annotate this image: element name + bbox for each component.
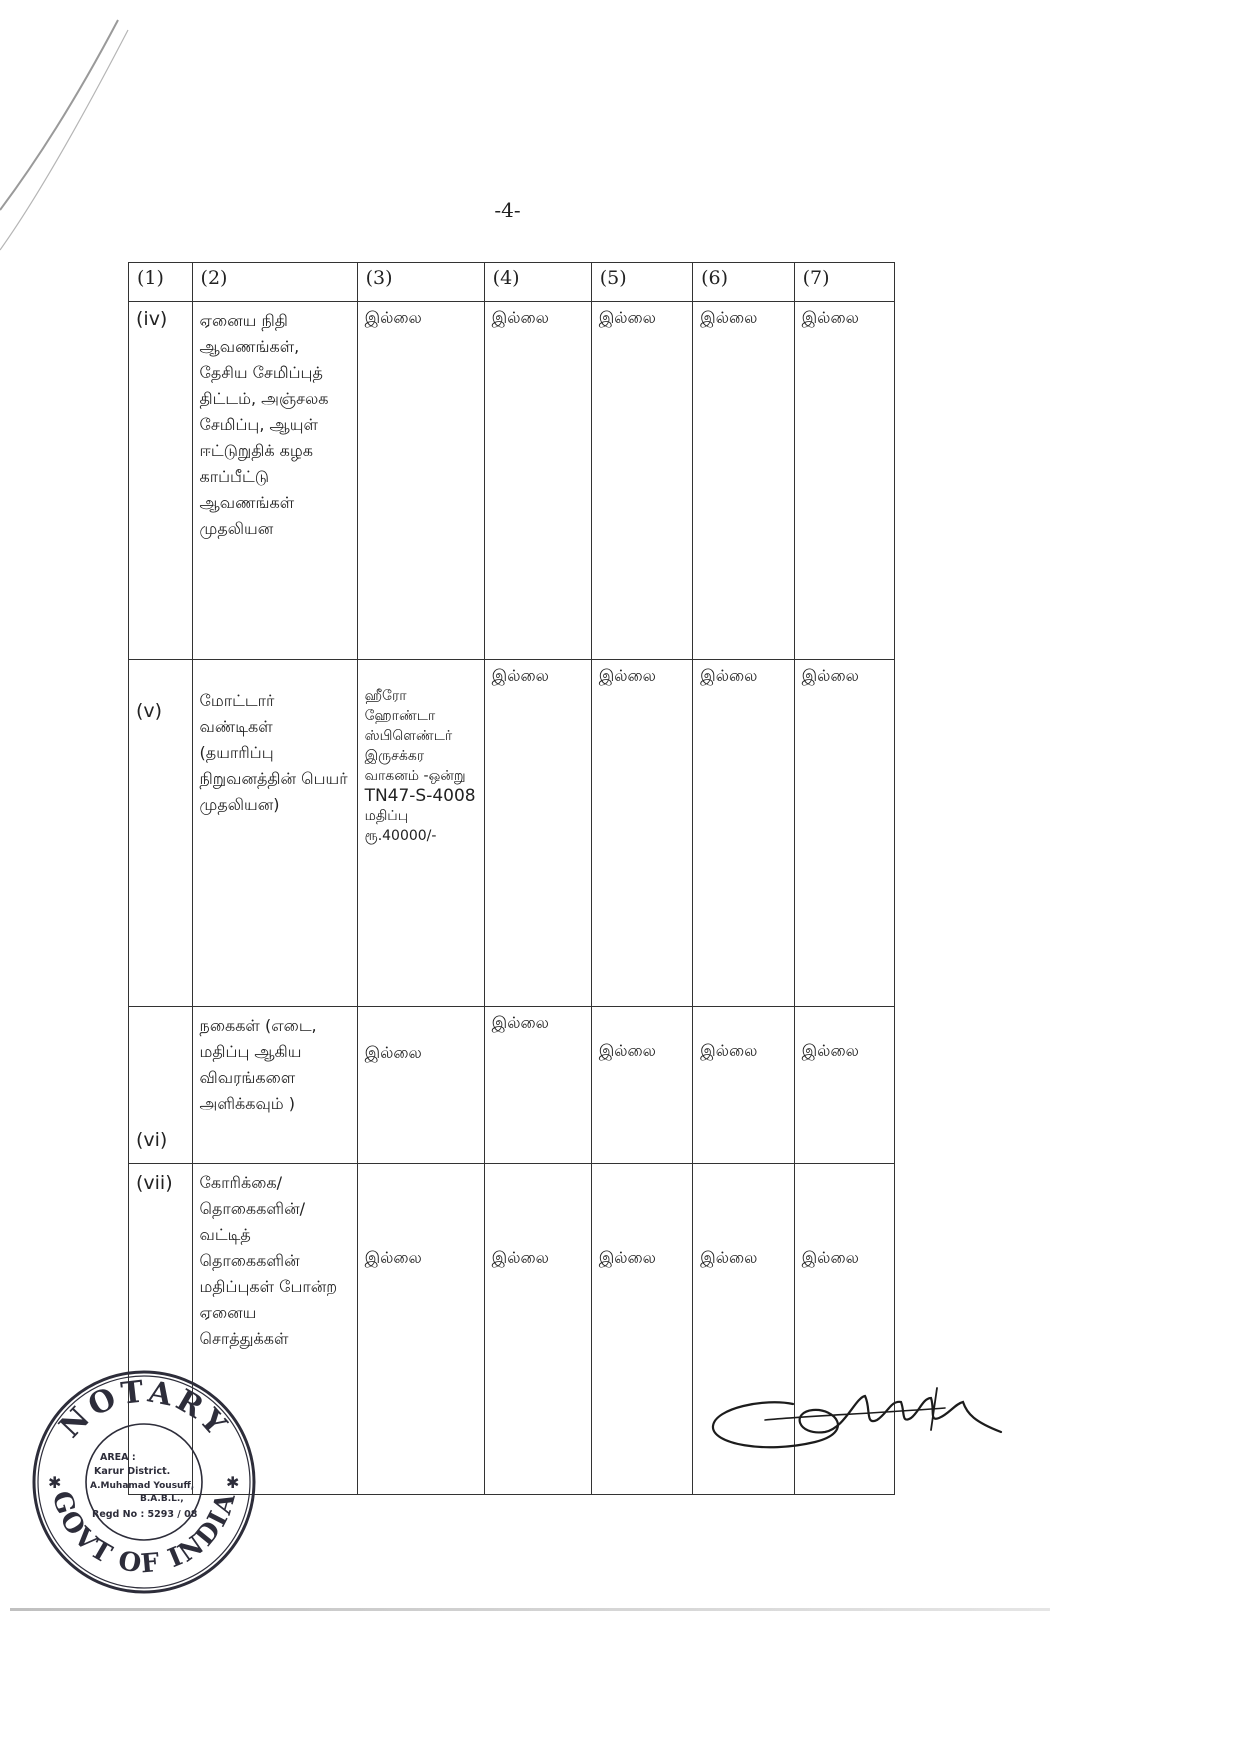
column-header: (4): [484, 263, 591, 302]
column-header: (5): [591, 263, 692, 302]
asset-description: மோட்டார் வண்டிகள் (தயாரிப்பு நிறுவனத்தின் பெயர் முதலியன): [192, 660, 357, 1007]
column-header: (6): [693, 263, 794, 302]
footer-scan-line: [10, 1608, 1050, 1611]
cell-value: இல்லை: [693, 660, 794, 1007]
cell-value: இல்லை: [484, 1007, 591, 1164]
cell-value: இல்லை: [357, 1007, 484, 1164]
handwritten-signature: [705, 1368, 1005, 1478]
cell-value: இல்லை: [484, 302, 591, 660]
page-number: -4-: [494, 198, 521, 222]
seal-area-label: AREA :: [100, 1452, 136, 1463]
vehicle-description: ஹீரோ ஹோண்டா ஸ்பிளெண்டர் இருசக்கர வாகனம் -ஒன்று: [364, 688, 466, 784]
cell-value: இல்லை: [484, 1164, 591, 1495]
cell-value: இல்லை: [357, 1164, 484, 1495]
cell-value: இல்லை: [357, 302, 484, 660]
svg-text:NOTARY: [53, 1374, 236, 1445]
row-number: (v): [129, 660, 193, 1007]
seal-top-text: NOTARY: [52, 1374, 236, 1446]
svg-text:✱: ✱: [226, 1473, 240, 1492]
column-header: (1): [129, 263, 193, 302]
column-header: (2): [192, 263, 357, 302]
cell-value: இல்லை: [591, 1007, 692, 1164]
cell-value: இல்லை: [693, 1164, 794, 1495]
seal-degree: B.A.B.L.,: [140, 1494, 184, 1504]
column-header: (3): [357, 263, 484, 302]
cell-value: இல்லை: [591, 660, 692, 1007]
table-row: [129, 302, 895, 660]
asset-declaration-table: [128, 262, 895, 1495]
seal-reg-no: Regd No : 5293 / 08: [92, 1509, 198, 1520]
vehicle-registration-number: TN47-S-4008: [364, 786, 476, 806]
seal-name: A.Muhamad Yousuff,: [90, 1481, 195, 1491]
cell-value: இல்லை: [591, 1164, 692, 1495]
table-header-row: [129, 263, 895, 302]
table-row: [129, 660, 895, 1007]
row-number: (iv): [129, 302, 193, 660]
cell-value: இல்லை: [794, 1007, 894, 1164]
cell-value: இல்லை: [591, 302, 692, 660]
column-header: (7): [794, 263, 894, 302]
vehicle-details-cell: [357, 660, 484, 1007]
row-number: (vi): [129, 1007, 193, 1164]
cell-value: இல்லை: [794, 660, 894, 1007]
seal-bottom-text: GOVT OF INDIA: [45, 1487, 243, 1580]
table-row: [129, 1007, 895, 1164]
asset-description: கோரிக்கை/ தொகைகளின்/ வட்டித் தொகைகளின் மதிப்புகள் போன்ற ஏனைய சொத்துக்கள்: [192, 1164, 357, 1495]
cell-value: இல்லை: [693, 1007, 794, 1164]
row-number: (vii): [129, 1164, 193, 1495]
cell-value: இல்லை: [794, 1164, 894, 1495]
asset-description: ஏனைய நிதி ஆவணங்கள், தேசிய சேமிப்புத் திட்டம், அஞ்சலக சேமிப்பு, ஆயுள் ஈட்டுறுதிக் கழக காப்பீட்டு ஆவணங்கள் முதலியன: [192, 302, 357, 660]
cell-value: இல்லை: [484, 660, 591, 1007]
notary-seal: [30, 1368, 258, 1596]
cell-value: இல்லை: [693, 302, 794, 660]
vehicle-value: மதிப்பு ரூ.40000/-: [364, 808, 437, 844]
svg-text:✱: ✱: [48, 1473, 62, 1492]
asset-description: நகைகள் (எடை, மதிப்பு ஆகிய விவரங்களை அளிக்கவும் ): [192, 1007, 357, 1164]
cell-value: இல்லை: [794, 302, 894, 660]
seal-district: Karur District.: [94, 1466, 171, 1477]
